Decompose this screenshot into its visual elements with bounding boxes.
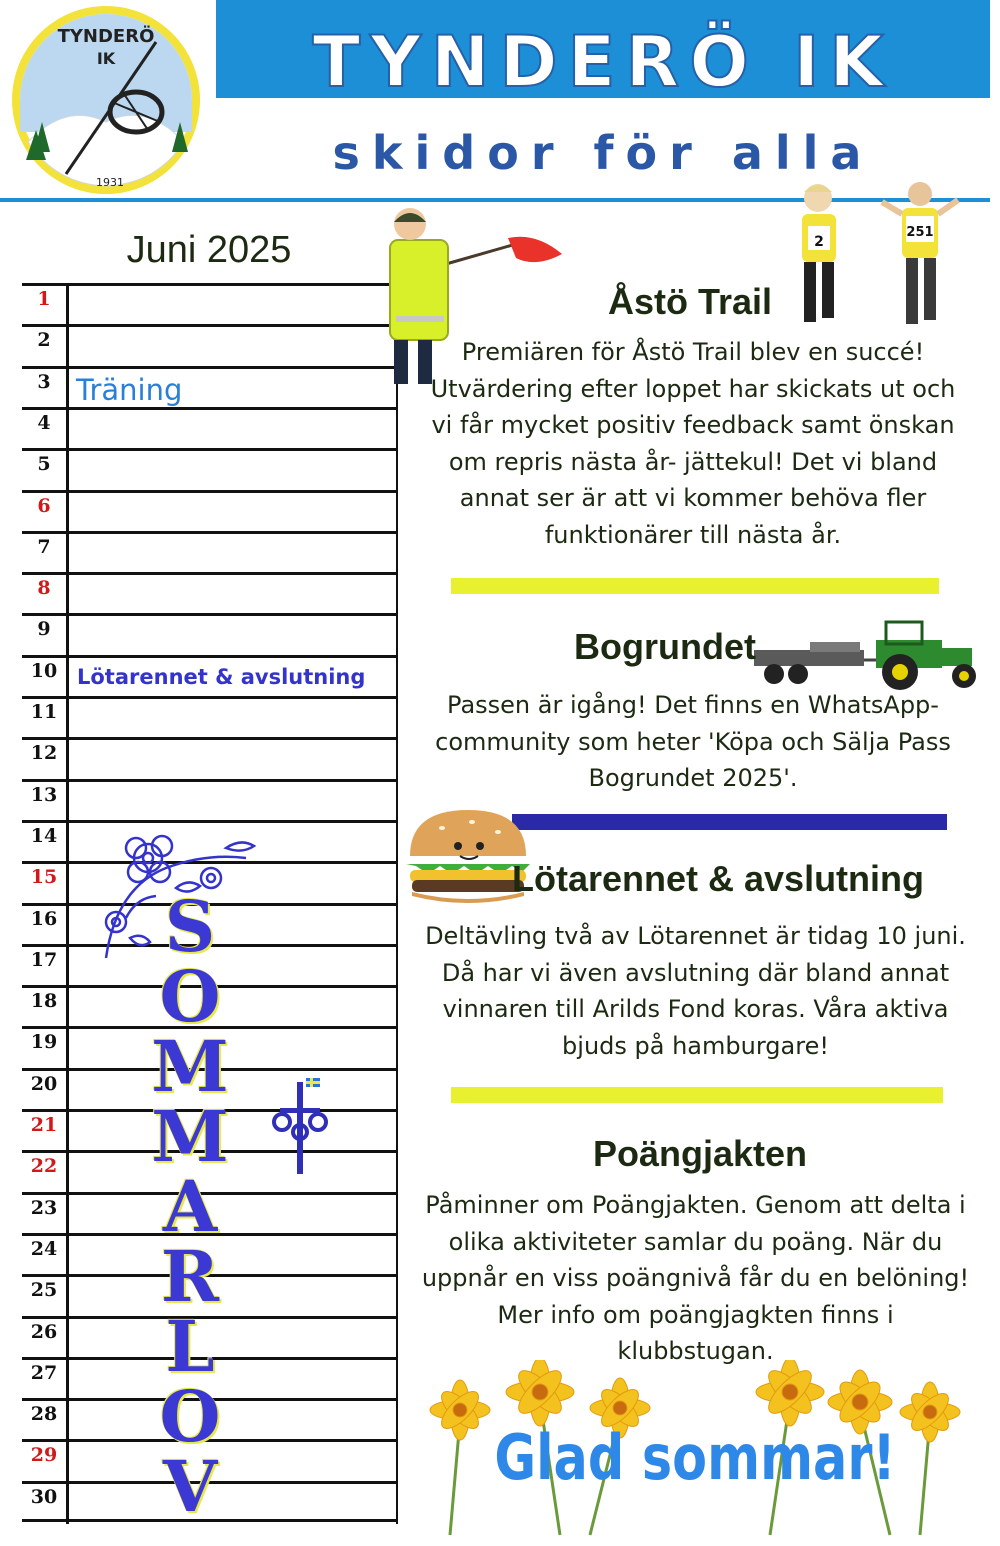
calendar-day-number: 12	[30, 742, 58, 765]
calendar-day-number: 28	[30, 1403, 58, 1426]
closing-greeting: Glad sommar!	[494, 1421, 896, 1494]
calendar-day-number: 26	[30, 1320, 58, 1343]
svg-text:251: 251	[906, 225, 934, 240]
calendar-row	[22, 448, 398, 489]
calendar-day-number: 30	[30, 1485, 58, 1508]
divider-yellow-2	[451, 1087, 943, 1103]
divider-yellow	[451, 578, 939, 594]
calendar-day-number: 4	[37, 411, 51, 434]
event-lotarennet: Lötarennet & avslutning	[77, 665, 366, 689]
calendar-day-number: 17	[30, 948, 58, 971]
sommarlov-letter: M	[151, 1095, 229, 1178]
calendar-day-number: 14	[30, 824, 58, 847]
calendar-day-number: 5	[37, 453, 51, 476]
section-body-bogrundet: Passen är igång! Det finns en WhatsApp-community som heter 'Köpa och Sälja Pass Bogrundet 2025'.	[435, 691, 951, 792]
calendar-day-number: 1	[37, 288, 51, 310]
sommarlov-letter: V	[162, 1445, 218, 1528]
calendar-row	[22, 324, 398, 365]
section-body-asto: Premiären för Åstö Trail blev en succé! Utvärdering efter loppet har skickats ut och vi får mycket positiv feedback samt önskan om repris nästa år- jättekul! Det vi bland annat ser är att vi kommer behöva fler funktionärer till nästa år.	[430, 338, 956, 549]
sommarlov-letter: R	[160, 1235, 220, 1318]
calendar-day-number: 29	[30, 1444, 58, 1467]
calendar-day-number: 25	[30, 1279, 58, 1302]
sommarlov-letter: S	[164, 885, 216, 968]
calendar-day-number: 24	[30, 1237, 58, 1260]
sommarlov-letter: A	[162, 1165, 218, 1248]
calendar-day-number: 10	[30, 659, 58, 682]
calendar-day-number: 11	[30, 701, 58, 723]
section-title-lotarennet: Lötarennet & avslutning	[511, 858, 925, 899]
svg-text:IK: IK	[96, 49, 116, 68]
svg-text:2: 2	[814, 234, 824, 250]
section-body-lotarennet: Deltävling två av Lötarennet är tidag 10 juni. Då har vi även avslutning där bland annat vinnaren till Arilds Fond koras. Våra aktiva bjuds på hamburgare!	[425, 922, 966, 1060]
sommarlov-letter: M	[151, 1025, 229, 1108]
calendar-row	[22, 283, 398, 324]
calendar-day-number: 20	[30, 1072, 58, 1095]
section-title-bogrundet: Bogrundet	[574, 626, 756, 667]
sommarlov-letter: O	[159, 1375, 221, 1458]
sommarlov-vertical-text	[145, 885, 235, 1528]
calendar-day-number: 16	[30, 907, 58, 930]
calendar-row	[22, 737, 398, 778]
svg-text:TYNDERÖ: TYNDERÖ	[57, 26, 155, 47]
calendar-day-number: 19	[30, 1031, 58, 1054]
calendar-row	[22, 572, 398, 613]
section-title-poangjakten: Poängjakten	[592, 1133, 808, 1174]
calendar-day-number: 13	[30, 783, 58, 806]
calendar-title: Juni 2025	[126, 229, 292, 271]
calendar-day-number: 27	[30, 1361, 58, 1384]
maypole-icon	[270, 1074, 330, 1174]
club-slogan: skidor för alla	[332, 126, 874, 180]
calendar-day-number: 15	[30, 866, 58, 889]
calendar-row	[22, 531, 398, 572]
calendar-row	[22, 779, 398, 820]
calendar-row	[22, 407, 398, 448]
calendar-day-number: 7	[37, 535, 51, 558]
calendar-row	[22, 696, 398, 737]
sommarlov-letter: O	[159, 955, 221, 1038]
header-banner	[216, 0, 990, 196]
section-title-asto: Åstö Trail	[607, 281, 773, 322]
calendar-day-number: 6	[37, 494, 51, 517]
calendar-day-number: 2	[37, 329, 51, 352]
calendar-day-number: 18	[30, 990, 58, 1013]
calendar-day-number: 8	[37, 577, 51, 600]
runners-photo	[782, 180, 972, 340]
sommarlov-letter: L	[165, 1305, 215, 1388]
calendar-day-number: 22	[30, 1155, 58, 1178]
section-body-poangjakten: Påminner om Poängjakten. Genom att delta i olika aktiviteter samlar du poäng. När du uppnår en viss poängnivå får du en belöning! Mer info om poängjagkten finns i klubbstugan.	[421, 1191, 970, 1365]
calendar-row	[22, 490, 398, 531]
calendar-day-number: 21	[30, 1114, 58, 1136]
divider-navy	[512, 814, 947, 830]
calendar-row	[22, 613, 398, 654]
svg-text:1931: 1931	[96, 176, 124, 189]
calendar-day-number: 23	[30, 1196, 58, 1219]
club-name-title: TYNDERÖ IK	[312, 21, 894, 103]
calendar-day-number: 9	[37, 618, 51, 641]
calendar-day-number: 3	[37, 370, 51, 393]
event-traning: Träning	[76, 373, 183, 407]
club-logo	[6, 2, 206, 198]
